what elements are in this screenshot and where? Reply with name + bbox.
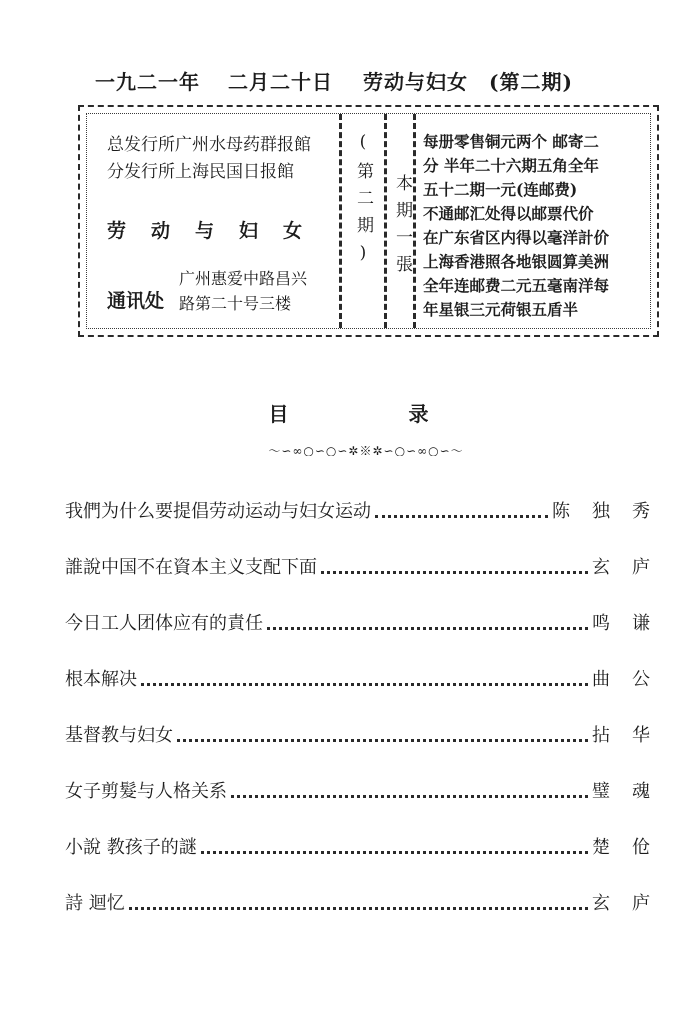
magazine-title-char: 妇: [239, 220, 259, 242]
toc-entry-author: 玄庐: [592, 557, 672, 578]
toc-leader-dots: [129, 895, 588, 910]
masthead-inner-frame: [86, 113, 651, 329]
magazine-title-char: 与: [195, 220, 215, 242]
toc-entry-author: 鸣谦: [592, 613, 672, 634]
pricing-line: 五十二期一元(连邮费): [423, 180, 578, 199]
header-date: 二月二十日: [228, 70, 333, 94]
toc-entry-author: 玄庐: [592, 893, 672, 914]
toc-entry[interactable]: [65, 607, 672, 637]
toc-entry-title: 今日工人团体应有的責任: [65, 613, 263, 634]
issue-vertical-label: (第二期): [353, 132, 373, 273]
header-year: 一九二一年: [95, 70, 200, 94]
toc-leader-dots: [231, 783, 588, 798]
toc-leader-dots: [321, 559, 588, 574]
magazine-title-char: 劳: [107, 220, 127, 242]
column-divider: [384, 114, 387, 328]
correspondence-address: [179, 266, 339, 316]
distribution-line: 总发行所广州水母药群报館: [107, 135, 311, 155]
pricing-line: 不通邮汇处得以邮票代价: [423, 204, 594, 223]
toc-entry-author: 楚伧: [592, 837, 672, 858]
masthead-box: [78, 105, 659, 337]
page-header: [95, 66, 595, 96]
toc-entry-author: 拈华: [592, 725, 672, 746]
toc-entry[interactable]: [65, 775, 672, 805]
header-publication: 劳动与妇女: [363, 70, 468, 94]
toc-leader-dots: [267, 615, 588, 630]
toc-entry-author: 曲公: [592, 669, 672, 690]
toc-entry[interactable]: [65, 663, 672, 693]
toc-entry-author: 陈独秀: [552, 501, 672, 522]
toc-entry-title: 女子剪髮与人格关系: [65, 781, 227, 802]
toc-leader-dots: [177, 727, 588, 742]
distribution-info: [107, 132, 337, 186]
magazine-title-char: 动: [151, 220, 171, 242]
pricing-info: [423, 130, 659, 322]
column-divider: [413, 114, 416, 328]
decorative-ornament: 〜∽∞○∽○∽✲※✲∽○∽∞○∽〜: [268, 444, 464, 456]
column-divider: [339, 114, 342, 328]
toc-entry-title: 我們为什么要提倡劳动运动与妇女运动: [65, 501, 371, 522]
toc-leader-dots: [375, 503, 548, 518]
magazine-title-char: 女: [283, 220, 303, 242]
address-line: 路第二十号三楼: [179, 294, 292, 313]
toc-entry-title: 詩 迴忆: [65, 893, 125, 914]
toc-entry-title: 小說 教孩子的謎: [65, 837, 197, 858]
toc-entry[interactable]: [65, 887, 672, 917]
distribution-line: 分发行所上海民国日报館: [107, 162, 294, 182]
sheet-vertical-label: 本期一張: [392, 174, 412, 282]
magazine-title: [107, 216, 327, 243]
toc-entry[interactable]: [65, 719, 672, 749]
toc-entry-author: 璧魂: [592, 781, 672, 802]
header-issue: (第二期): [489, 70, 573, 94]
address-line: 广州惠爱中路昌兴: [179, 269, 308, 288]
toc-entry-title: 根本解决: [65, 669, 137, 690]
correspondence-label: 通讯处: [107, 290, 165, 312]
pricing-line: 分 半年二十六期五角全年: [423, 156, 599, 175]
pricing-line: 年星银三元荷银五盾半: [423, 300, 579, 319]
pricing-line: 全年连邮费二元五毫南洋每: [423, 276, 610, 295]
toc-leader-dots: [201, 839, 588, 854]
toc-entry-title: 基督教与妇女: [65, 725, 173, 746]
toc-entry[interactable]: [65, 551, 672, 581]
pricing-line: 在广东省区内得以毫洋計价: [423, 228, 610, 247]
pricing-line: 每册零售铜元两个 邮寄二: [423, 132, 599, 151]
toc-entry[interactable]: [65, 495, 672, 525]
toc-entry-title: 誰說中国不在資本主义支配下面: [65, 557, 317, 578]
pricing-line: 上海香港照各地银圆算美洲: [423, 252, 610, 271]
toc-entry[interactable]: [65, 831, 672, 861]
toc-leader-dots: [141, 671, 588, 686]
toc-heading: 目录: [268, 402, 549, 426]
